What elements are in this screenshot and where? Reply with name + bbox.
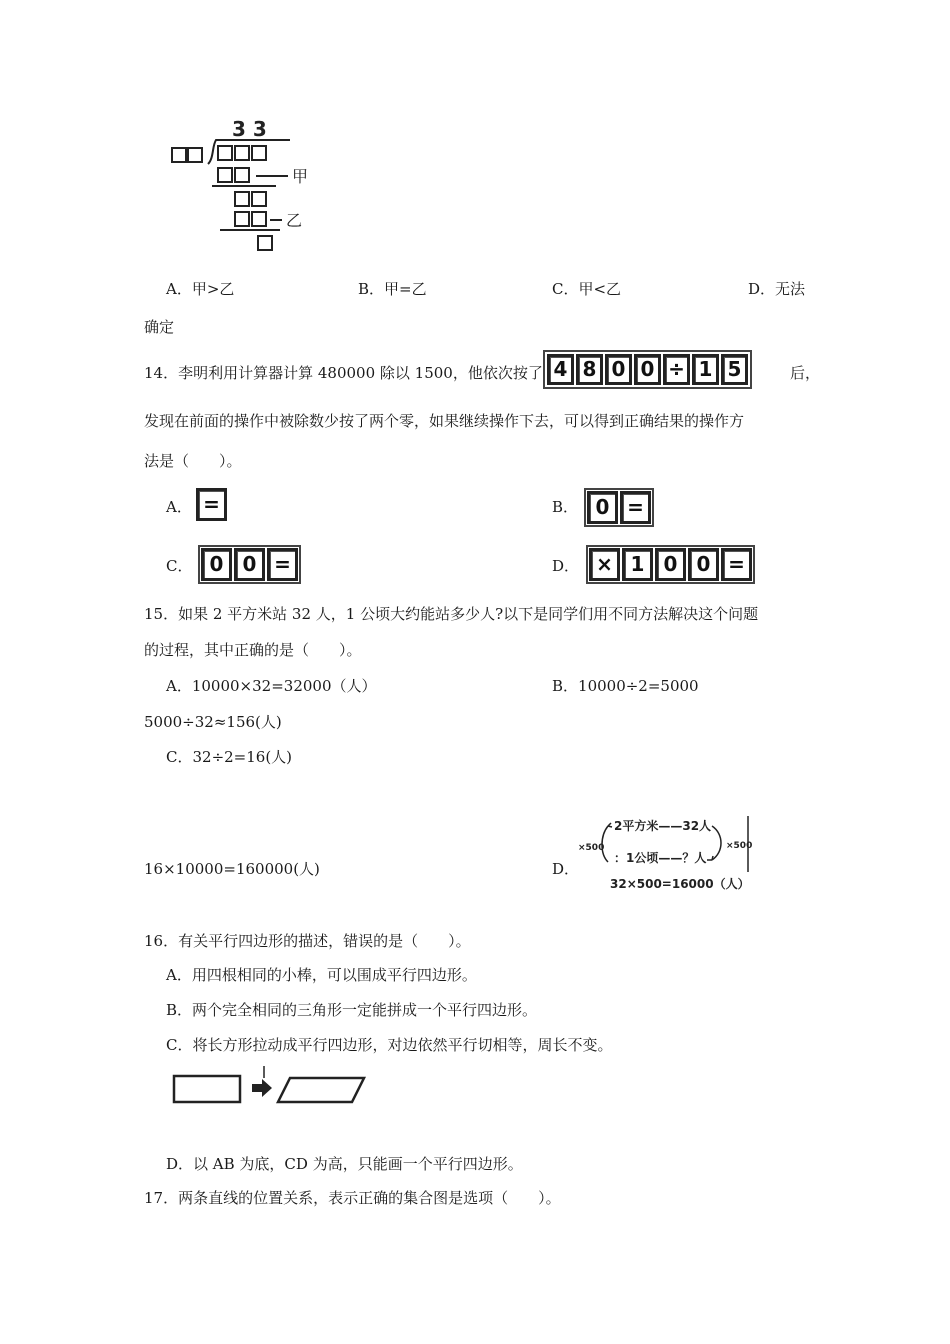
calculator-key: 0: [655, 548, 686, 581]
calculator-key: 1: [622, 548, 653, 581]
q13-quotient: 3 3: [232, 118, 267, 141]
q16-option-b: B．两个完全相同的三角形一定能拼成一个平行四边形。: [166, 1001, 538, 1019]
q14-keys-pressed: [543, 350, 752, 389]
q15-d-mid: ：1公顷——？人: [614, 851, 707, 865]
q14-text-before: 14．李明利用计算器计算 480000 除以 1500，他依次按了: [144, 364, 543, 382]
q15-option-c-cont: 16×10000=160000(人): [144, 860, 320, 878]
q14-option-b-keys: [584, 488, 654, 527]
q13-option-c: C．甲<乙: [552, 280, 622, 298]
q15-d-left-mult: ×500: [578, 843, 605, 853]
q15-d-top: 2平方米——32人: [614, 819, 712, 833]
q14-line2: 发现在前面的操作中被除数少按了两个零，如果继续操作下去，可以得到正确结果的操作方: [144, 412, 745, 430]
q15-d-bottom: 32×500=16000（人）: [610, 877, 750, 891]
q13-division-figure: [168, 118, 338, 258]
calculator-key: 4: [547, 354, 574, 385]
q16-stem: 16．有关平行四边形的描述，错误的是（ ）。: [144, 932, 471, 950]
q14-text-after: 后，: [790, 364, 821, 382]
q13-option-a: A．甲>乙: [166, 280, 235, 298]
calculator-key: 1: [692, 354, 719, 385]
calculator-key: =: [196, 488, 227, 521]
q13-option-d: D．无法: [748, 280, 806, 298]
calculator-key: =: [721, 548, 752, 581]
q15-option-b: B．10000÷2=5000: [552, 677, 699, 695]
q14-line3: 法是（ ）。: [144, 452, 242, 470]
calculator-key: 0: [688, 548, 719, 581]
q15-option-a: A．10000×32=32000（人）: [166, 677, 377, 695]
q14-option-d-label: D．: [552, 557, 580, 575]
calculator-key: 0: [201, 548, 232, 581]
q15-d-right-mult: ×500: [726, 841, 753, 851]
calculator-key: =: [620, 491, 651, 524]
q16-option-a: A．用四根相同的小棒，可以围成平行四边形。: [166, 966, 477, 984]
q13-label-yi: 乙: [286, 211, 303, 230]
q13-label-jia: 甲: [292, 167, 309, 186]
q15-line2: 的过程，其中正确的是（ ）。: [144, 641, 362, 659]
q16-rectangle-to-parallelogram-figure: [168, 1064, 370, 1110]
calculator-key: ×: [589, 548, 620, 581]
q13-option-b: B．甲=乙: [358, 280, 427, 298]
calculator-key: 5: [721, 354, 748, 385]
q14-option-c-label: C．: [166, 557, 193, 575]
calculator-key: 0: [605, 354, 632, 385]
q14-option-d-keys: [586, 545, 755, 584]
q15-option-c: C．32÷2=16(人): [166, 748, 293, 766]
q13-option-d-cont: 确定: [144, 318, 175, 336]
q14-option-a-label: A．: [166, 498, 192, 516]
calculator-key: ÷: [663, 354, 690, 385]
q16-option-c: C．将长方形拉动成平行四边形，对边依然平行切相等，周长不变。: [166, 1036, 613, 1054]
q17-stem: 17．两条直线的位置关系，表示正确的集合图是选项（ ）。: [144, 1189, 561, 1207]
calculator-key: 8: [576, 354, 603, 385]
q15-option-b-cont: 5000÷32≈156(人): [144, 713, 282, 731]
q14-option-c-keys: [198, 545, 301, 584]
calculator-key: 0: [234, 548, 265, 581]
q15-option-d-diagram: [578, 814, 753, 896]
q14-option-b-label: B．: [552, 498, 579, 516]
calculator-key: 0: [587, 491, 618, 524]
q15-option-d: D．: [552, 860, 580, 878]
q16-option-d: D．以 AB 为底，CD 为高，只能画一个平行四边形。: [166, 1155, 523, 1173]
q14-option-a-keys: [196, 488, 227, 521]
q15-line1: 15．如果 2 平方米站 32 人，1 公顷大约能站多少人?以下是同学们用不同方法解决这个问题: [144, 605, 759, 623]
calculator-key: =: [267, 548, 298, 581]
calculator-key: 0: [634, 354, 661, 385]
